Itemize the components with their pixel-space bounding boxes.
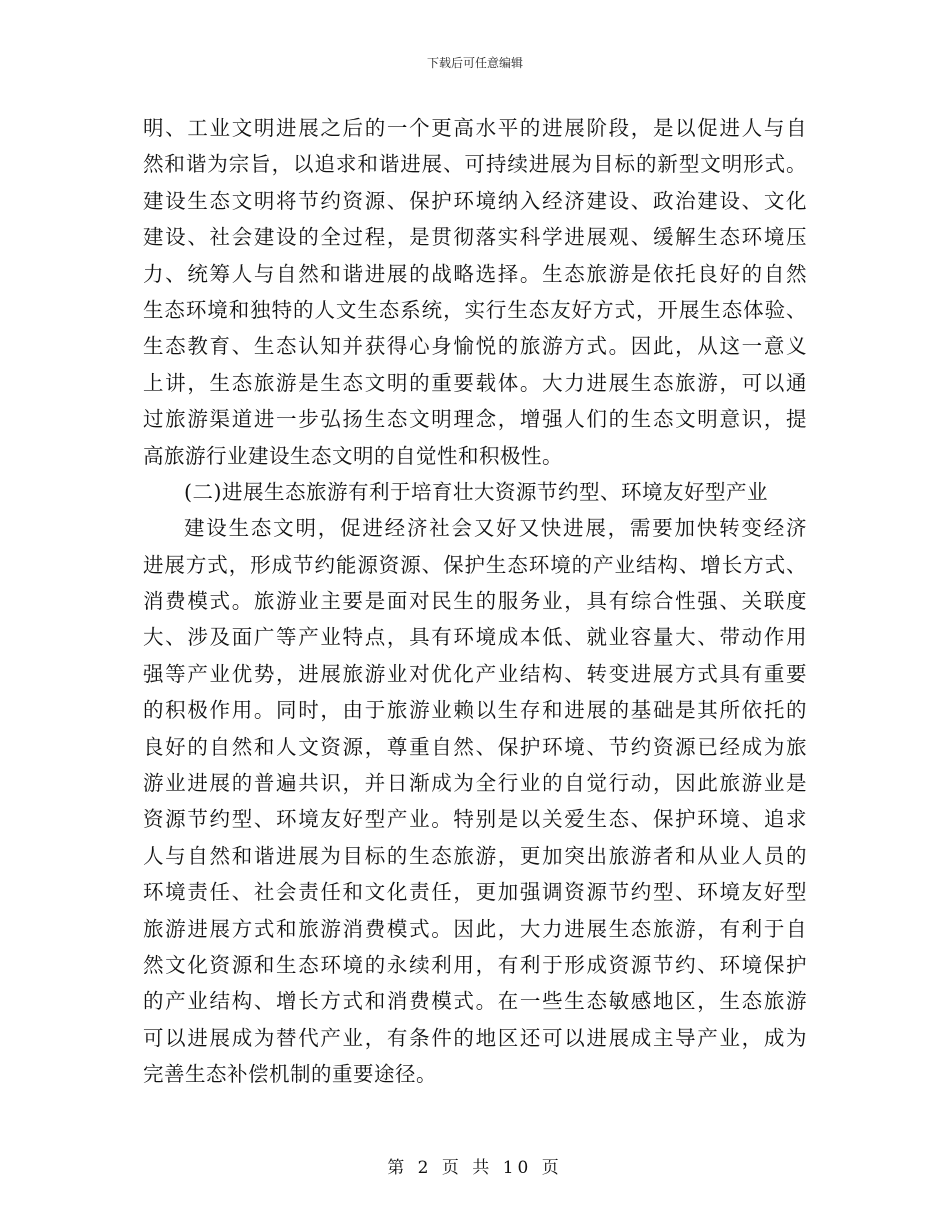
section-heading bbox=[143, 474, 807, 510]
text-line: 建设、社会建设的全过程，是贯彻落实科学进展观、缓解生态环境压 bbox=[143, 225, 807, 250]
text-line: 可以进展成为替代产业，有条件的地区还可以进展成主导产业，成为 bbox=[143, 1025, 807, 1050]
text-line: 生态环境和独特的人文生态系统，实行生态友好方式，开展生态体验、 bbox=[143, 297, 807, 322]
text-line: 明、工业文明进展之后的一个更高水平的进展阶段，是以促进人与自 bbox=[143, 116, 807, 140]
text-line: 进展方式，形成节约能源资源、保护生态环境的产业结构、增长方式、 bbox=[143, 552, 807, 577]
body-text bbox=[143, 110, 807, 1093]
text-line: 上讲，生态旅游是生态文明的重要载体。大力进展生态旅游，可以通 bbox=[143, 370, 807, 395]
text-line: 生态教育、生态认知并获得心身愉悦的旅游方式。因此，从这一意义 bbox=[143, 334, 807, 359]
text-line: 环境责任、社会责任和文化责任，更加强调资源节约型、环境友好型 bbox=[143, 880, 807, 905]
text-line: 游业进展的普遍共识，并日渐成为全行业的自觉行动，因此旅游业是 bbox=[143, 771, 807, 796]
text-line: 人与自然和谐进展为目标的生态旅游，更加突出旅游者和从业人员的 bbox=[143, 843, 807, 868]
text-line: 力、统筹人与自然和谐进展的战略选择。生态旅游是依托良好的自然 bbox=[143, 261, 807, 286]
text-line: 建设生态文明，促进经济社会又好又快进展，需要加快转变经济 bbox=[184, 516, 807, 541]
text-line: 过旅游渠道进一步弘扬生态文明理念，增强人们的生态文明意识，提 bbox=[143, 407, 807, 432]
text-line: 大、涉及面广等产业特点，具有环境成本低、就业容量大、带动作用 bbox=[143, 625, 807, 650]
text-line: 强等产业优势，进展旅游业对优化产业结构、转变进展方式具有重要 bbox=[143, 661, 807, 686]
paragraph-1 bbox=[143, 110, 807, 474]
text-line: 的产业结构、增长方式和消费模式。在一些生态敏感地区，生态旅游 bbox=[143, 989, 807, 1014]
header-note: 下载后可任意编辑 bbox=[426, 56, 523, 70]
text-line: 高旅游行业建设生态文明的自觉性和积极性。 bbox=[143, 443, 563, 468]
text-line: 良好的自然和人文资源，尊重自然、保护环境、节约资源已经成为旅 bbox=[143, 734, 807, 759]
text-line: 旅游进展方式和旅游消费模式。因此，大力进展生态旅游，有利于自 bbox=[143, 916, 807, 941]
text-line: 资源节约型、环境友好型产业。特别是以关爱生态、保护环境、追求 bbox=[143, 807, 807, 832]
text-line: 建设生态文明将节约资源、保护环境纳入经济建设、政治建设、文化 bbox=[143, 188, 807, 213]
section-heading-text: (二)进展生态旅游有利于培育壮大资源节约型、环境友好型产业 bbox=[184, 479, 768, 504]
text-line: 消费模式。旅游业主要是面对民生的服务业，具有综合性强、关联度 bbox=[143, 589, 807, 614]
text-line: 然文化资源和生态环境的永续利用，有利于形成资源节约、环境保护 bbox=[143, 952, 807, 977]
paragraph-2 bbox=[143, 510, 807, 1092]
page-number: 第 2 页 共 10 页 bbox=[387, 1158, 563, 1178]
text-line: 完善生态补偿机制的重要途径。 bbox=[143, 1062, 437, 1087]
text-line: 然和谐为宗旨，以追求和谐进展、可持续进展为目标的新型文明形式。 bbox=[143, 152, 807, 177]
text-line: 的积极作用。同时，由于旅游业赖以生存和进展的基础是其所依托的 bbox=[143, 698, 807, 723]
